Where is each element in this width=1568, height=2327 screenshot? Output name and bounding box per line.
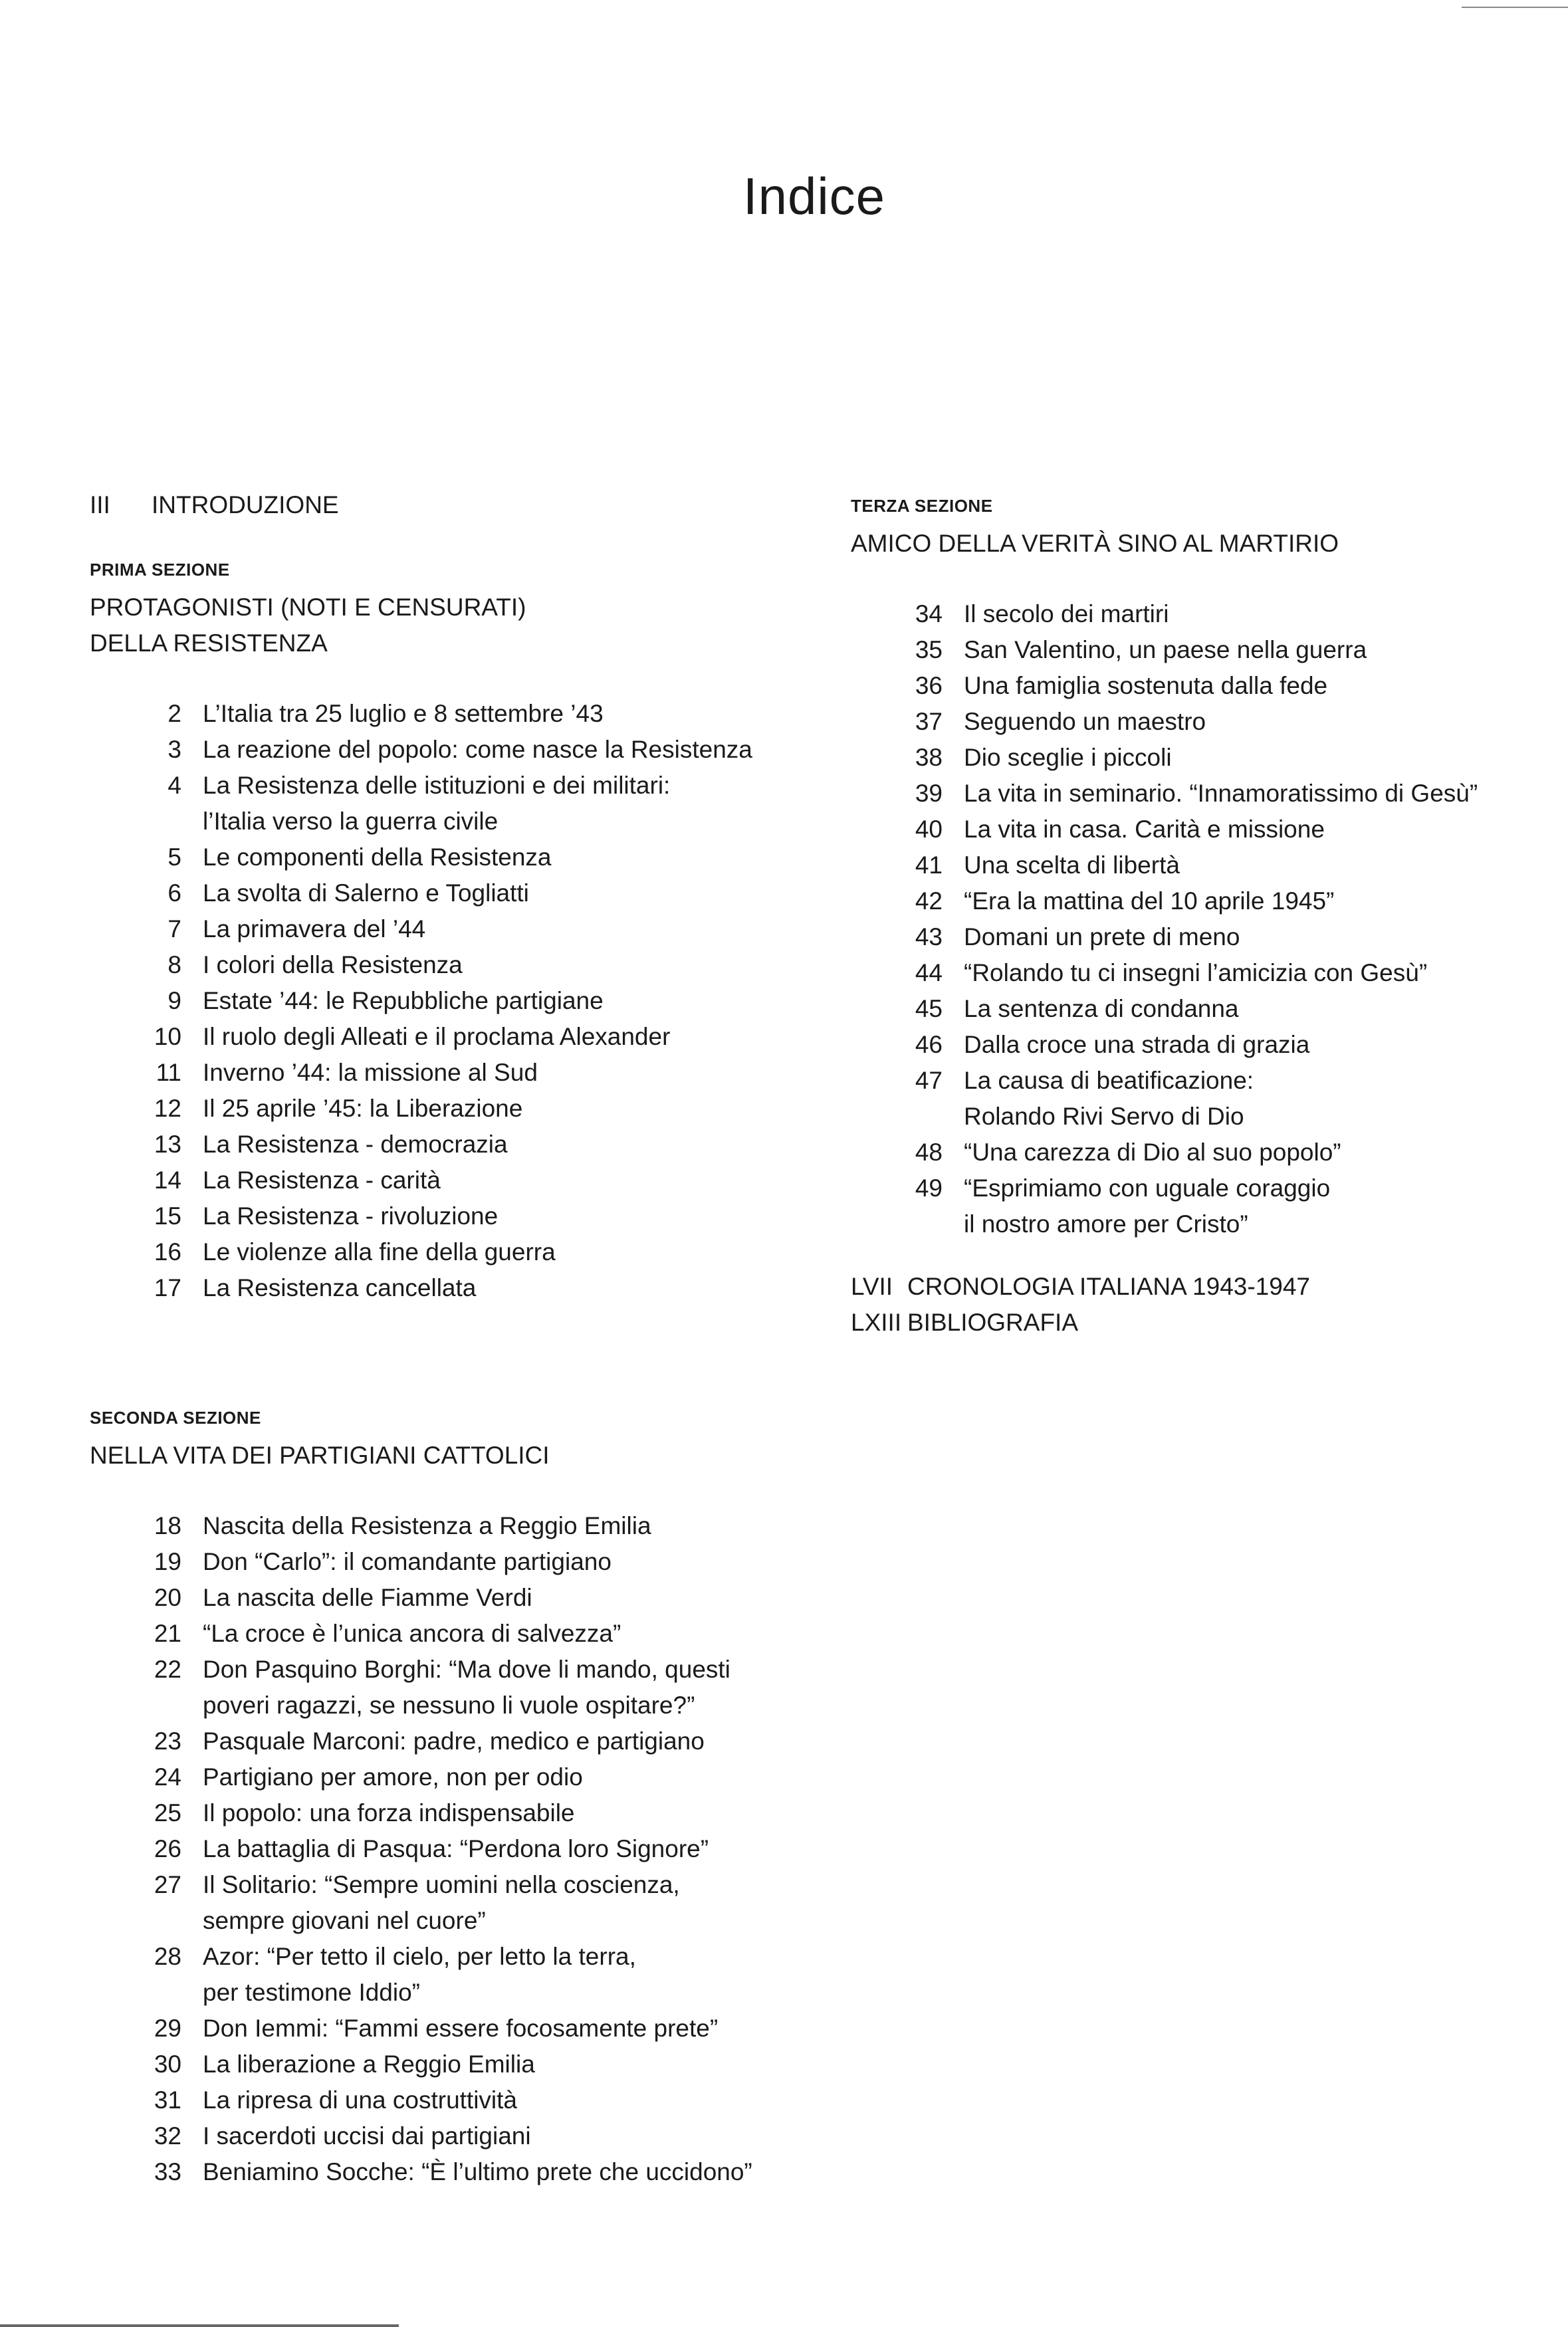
- toc-entry: [90, 1270, 821, 1306]
- entry-number: 19: [154, 1548, 181, 1575]
- entry-number: 47: [915, 1067, 943, 1094]
- toc-entry: [851, 991, 1555, 1027]
- entry-number: 15: [154, 1202, 181, 1230]
- section-kicker: SECONDA SEZIONE: [90, 1408, 261, 1428]
- entry-title: Don Pasquino Borghi: “Ma dove li mando, questi poveri ragazzi, se nessuno li vuole ospitare?”: [203, 1656, 730, 1719]
- appendix-label: BIBLIOGRAFIA: [907, 1309, 1079, 1336]
- toc-entry: [851, 704, 1555, 740]
- entry-title: La sentenza di condanna: [964, 995, 1239, 1022]
- toc-entry: [90, 732, 821, 768]
- entry-number: 43: [915, 923, 943, 950]
- toc-entry: [90, 1580, 821, 1616]
- entry-title: Pasquale Marconi: padre, medico e partigiano: [203, 1727, 705, 1755]
- toc-entry: [90, 2154, 821, 2190]
- appendix-entry: [851, 1305, 1555, 1341]
- toc-entry: [851, 1027, 1555, 1063]
- entry-title: Partigiano per amore, non per odio: [203, 1763, 583, 1791]
- entry-number: 48: [915, 1139, 943, 1166]
- entry-number: 32: [154, 2122, 181, 2150]
- toc-entry: [90, 875, 821, 911]
- section-terza: [851, 494, 1555, 1242]
- entry-title: Il 25 aprile ’45: la Liberazione: [203, 1095, 523, 1122]
- toc-entry: [851, 632, 1555, 668]
- toc-entry: [851, 596, 1555, 632]
- bottom-rule: [0, 2324, 399, 2327]
- section-kicker: TERZA SEZIONE: [851, 496, 993, 516]
- entry-title: La Resistenza - carità: [203, 1166, 441, 1194]
- toc-entry: [90, 1508, 821, 1544]
- entry-title: La Resistenza cancellata: [203, 1274, 477, 1301]
- entry-number: 34: [915, 600, 943, 627]
- entry-number: 33: [154, 2158, 181, 2185]
- section-kicker: PRIMA SEZIONE: [90, 560, 230, 580]
- toc-entry: [851, 740, 1555, 776]
- intro-numeral: III: [90, 491, 110, 518]
- entry-number: 20: [154, 1584, 181, 1611]
- entry-number: 25: [154, 1799, 181, 1827]
- entry-number: 29: [154, 2015, 181, 2042]
- entry-number: 28: [154, 1943, 181, 1970]
- entry-number: 41: [915, 851, 943, 879]
- toc-entry: [90, 1544, 821, 1580]
- section-seconda: [90, 1406, 821, 2190]
- entry-number: 26: [154, 1835, 181, 1862]
- entry-number: 14: [154, 1166, 181, 1194]
- toc-entry: [90, 1234, 821, 1270]
- entry-title: La primavera del ’44: [203, 915, 426, 942]
- section-title: NELLA VITA DEI PARTIGIANI CATTOLICI: [90, 1442, 550, 1469]
- toc-entry: [90, 1198, 821, 1234]
- toc-entry: [90, 1652, 821, 1723]
- entry-number: 40: [915, 816, 943, 843]
- entry-title: Don “Carlo”: il comandante partigiano: [203, 1548, 612, 1575]
- entry-number: 30: [154, 2050, 181, 2078]
- entry-title: La vita in seminario. “Innamoratissimo di Gesù”: [964, 780, 1478, 807]
- entry-number: 49: [915, 1174, 943, 1202]
- entry-title: Seguendo un maestro: [964, 708, 1206, 735]
- entry-title: La causa di beatificazione: Rolando Rivi Servo di Dio: [964, 1067, 1254, 1130]
- entry-title: Il ruolo degli Alleati e il proclama Alexander: [203, 1023, 671, 1050]
- entry-title: “Una carezza di Dio al suo popolo”: [964, 1139, 1341, 1166]
- entry-title: Il secolo dei martiri: [964, 600, 1169, 627]
- entry-number: 38: [915, 744, 943, 771]
- entry-title: Domani un prete di meno: [964, 923, 1240, 950]
- entry-number: 7: [168, 915, 181, 942]
- entry-number: 18: [154, 1512, 181, 1539]
- entry-number: 2: [168, 700, 181, 727]
- entry-number: 22: [154, 1656, 181, 1683]
- entry-number: 17: [154, 1274, 181, 1301]
- toc-entry: [90, 1939, 821, 2011]
- toc-entry: [851, 776, 1555, 812]
- entry-number: 8: [168, 951, 181, 978]
- toc-entry: [90, 1616, 821, 1652]
- toc-entry: [90, 2118, 821, 2154]
- entry-list: [90, 1508, 821, 2190]
- intro-entry: [90, 487, 821, 523]
- top-rule: [1462, 7, 1568, 8]
- entry-number: 4: [168, 772, 181, 799]
- section-prima: [90, 558, 821, 1306]
- entry-number: 9: [168, 987, 181, 1014]
- entry-title: Le componenti della Resistenza: [203, 843, 552, 871]
- toc-entry: [90, 1867, 821, 1939]
- entry-title: San Valentino, un paese nella guerra: [964, 636, 1367, 663]
- entry-title: La liberazione a Reggio Emilia: [203, 2050, 535, 2078]
- toc-entry: [851, 919, 1555, 955]
- section-title: AMICO DELLA VERITÀ SINO AL MARTIRIO: [851, 530, 1339, 557]
- entry-number: 24: [154, 1763, 181, 1791]
- toc-entry: [90, 1091, 821, 1127]
- entry-title: “Rolando tu ci insegni l’amicizia con Gesù”: [964, 959, 1428, 986]
- toc-entry: [851, 955, 1555, 991]
- entry-number: 42: [915, 887, 943, 915]
- entry-number: 11: [156, 1059, 181, 1086]
- intro-label: INTRODUZIONE: [152, 491, 339, 518]
- toc-entry: [90, 2047, 821, 2082]
- appendix-label: CRONOLOGIA ITALIANA 1943-1947: [907, 1273, 1310, 1300]
- entry-number: 45: [915, 995, 943, 1022]
- entry-number: 5: [168, 843, 181, 871]
- toc-entry: [90, 839, 821, 875]
- entry-title: “Era la mattina del 10 aprile 1945”: [964, 887, 1335, 915]
- toc-entry: [90, 1723, 821, 1759]
- toc-entry: [851, 668, 1555, 704]
- entry-number: 31: [154, 2086, 181, 2114]
- entry-title: La battaglia di Pasqua: “Perdona loro Signore”: [203, 1835, 709, 1862]
- entry-title: I colori della Resistenza: [203, 951, 463, 978]
- entry-number: 3: [168, 736, 181, 763]
- entry-title: Una scelta di libertà: [964, 851, 1180, 879]
- entry-number: 46: [915, 1031, 943, 1058]
- left-column: [90, 487, 821, 2190]
- entry-number: 36: [915, 672, 943, 699]
- toc-entry: [90, 1163, 821, 1198]
- section-title: PROTAGONISTI (NOTI E CENSURATI) DELLA RESISTENZA: [90, 594, 526, 657]
- toc-entry: [851, 1135, 1555, 1170]
- entry-number: 39: [915, 780, 943, 807]
- entry-title: La nascita delle Fiamme Verdi: [203, 1584, 532, 1611]
- entry-list: [90, 696, 821, 1306]
- appendix-entry: [851, 1269, 1555, 1305]
- toc-entry: [90, 1831, 821, 1867]
- entry-title: La Resistenza - rivoluzione: [203, 1202, 499, 1230]
- appendix-numeral: LVII: [851, 1273, 893, 1300]
- entry-number: 12: [154, 1095, 181, 1122]
- entry-number: 35: [915, 636, 943, 663]
- entry-number: 16: [154, 1238, 181, 1266]
- toc-entry: [90, 911, 821, 947]
- entry-list: [851, 596, 1555, 1242]
- toc-entry: [90, 1795, 821, 1831]
- toc-entry: [90, 1127, 821, 1163]
- entry-title: La Resistenza delle istituzioni e dei militari: l’Italia verso la guerra civile: [203, 772, 671, 835]
- toc-entry: [90, 1055, 821, 1091]
- entry-title: Nascita della Resistenza a Reggio Emilia: [203, 1512, 651, 1539]
- toc-entry: [90, 947, 821, 983]
- toc-entry: [851, 812, 1555, 847]
- entry-title: Dio sceglie i piccoli: [964, 744, 1172, 771]
- entry-title: La vita in casa. Carità e missione: [964, 816, 1325, 843]
- entry-number: 6: [168, 879, 181, 907]
- entry-number: 27: [154, 1871, 181, 1898]
- entry-number: 21: [154, 1620, 181, 1647]
- toc-entry: [90, 1759, 821, 1795]
- entry-title: Azor: “Per tetto il cielo, per letto la terra, per testimone Iddio”: [203, 1943, 636, 2006]
- toc-entry: [90, 696, 821, 732]
- entry-title: Estate ’44: le Repubbliche partigiane: [203, 987, 604, 1014]
- entry-title: Il Solitario: “Sempre uomini nella coscienza, sempre giovani nel cuore”: [203, 1871, 680, 1934]
- entry-number: 44: [915, 959, 943, 986]
- entry-title: Dalla croce una strada di grazia: [964, 1031, 1310, 1058]
- entry-number: 23: [154, 1727, 181, 1755]
- toc-entry: [851, 883, 1555, 919]
- entry-number: 10: [154, 1023, 181, 1050]
- entry-number: 37: [915, 708, 943, 735]
- entry-title: Inverno ’44: la missione al Sud: [203, 1059, 538, 1086]
- entry-title: La ripresa di una costruttività: [203, 2086, 518, 2114]
- entry-title: Il popolo: una forza indispensabile: [203, 1799, 575, 1827]
- toc-entry: [90, 2011, 821, 2047]
- entry-title: “La croce è l’unica ancora di salvezza”: [203, 1620, 621, 1647]
- right-column: [851, 494, 1555, 1341]
- entry-title: I sacerdoti uccisi dai partigiani: [203, 2122, 531, 2150]
- toc-entry: [851, 847, 1555, 883]
- entry-title: Una famiglia sostenuta dalla fede: [964, 672, 1328, 699]
- toc-entry: [851, 1063, 1555, 1135]
- toc-entry: [851, 1170, 1555, 1242]
- entry-title: La reazione del popolo: come nasce la Resistenza: [203, 736, 752, 763]
- entry-title: Le violenze alla fine della guerra: [203, 1238, 556, 1266]
- appendix-numeral: LXIII: [851, 1309, 902, 1336]
- toc-entry: [90, 983, 821, 1019]
- entry-title: La svolta di Salerno e Togliatti: [203, 879, 529, 907]
- entry-title: Don Iemmi: “Fammi essere focosamente prete”: [203, 2015, 719, 2042]
- page-title: Indice: [742, 167, 886, 225]
- entry-title: L’Italia tra 25 luglio e 8 settembre ’43: [203, 700, 604, 727]
- entry-title: La Resistenza - democrazia: [203, 1131, 508, 1158]
- toc-entry: [90, 2082, 821, 2118]
- toc-entry: [90, 768, 821, 839]
- entry-title: “Esprimiamo con uguale coraggio il nostro amore per Cristo”: [964, 1174, 1331, 1238]
- toc-entry: [90, 1019, 821, 1055]
- entry-number: 13: [154, 1131, 181, 1158]
- appendix: [851, 1269, 1555, 1341]
- entry-title: Beniamino Socche: “È l’ultimo prete che uccidono”: [203, 2158, 752, 2185]
